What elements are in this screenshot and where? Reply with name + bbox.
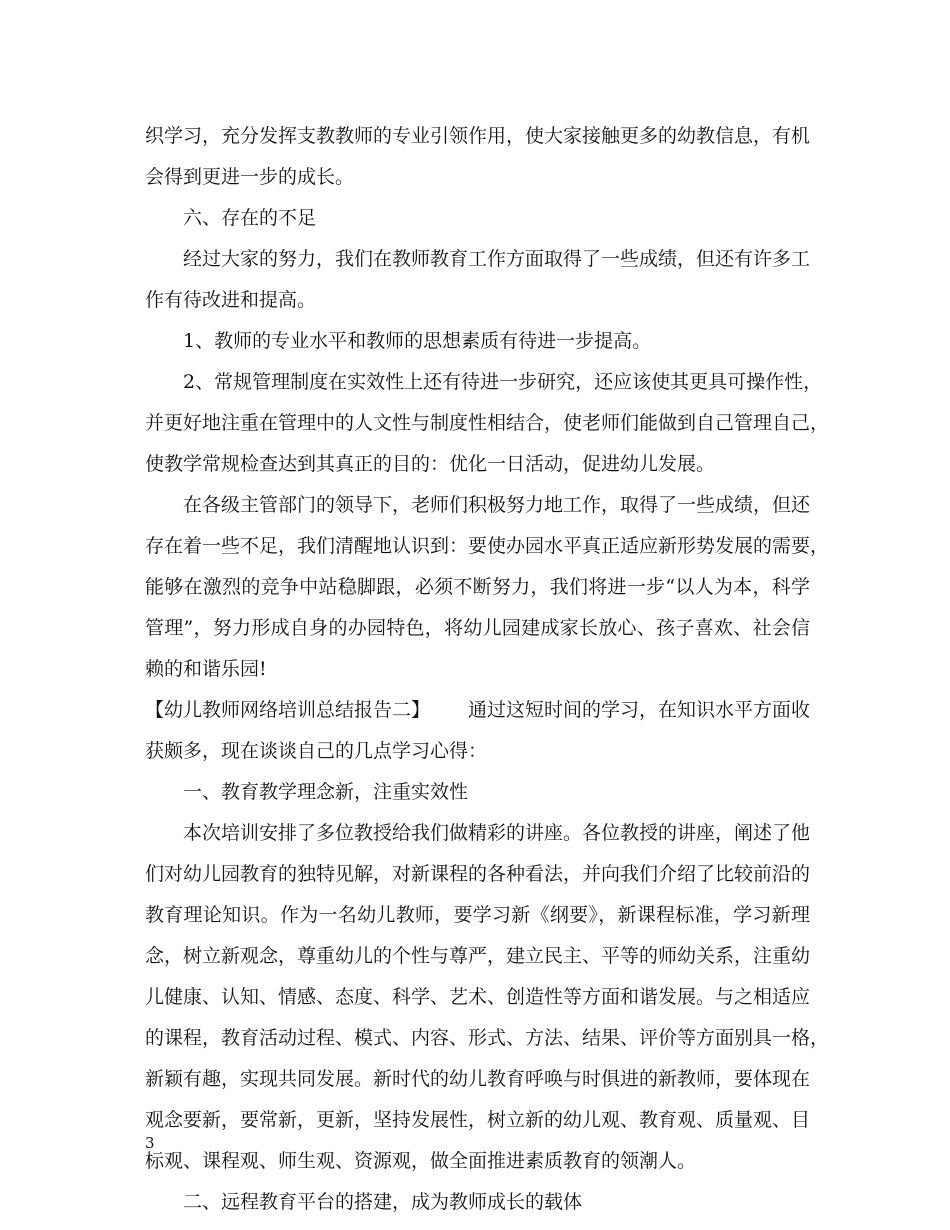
paragraph-line: 教育理论知识。作为一名幼儿教师，要学习新《纲要》，新课程标准，学习新理 — [145, 904, 810, 926]
paragraph-line: 新颖有趣，实现共同发展。新时代的幼儿教育呼唤与时俱进的新教师，要体现在 — [145, 1068, 811, 1090]
section-heading: 一、教育教学理念新，注重实效性 — [183, 781, 469, 803]
list-item: 1、教师的专业水平和教师的思想素质有待进一步提高。 — [183, 330, 652, 352]
paragraph-line: 在各级主管部门的领导下，老师们积极努力地工作，取得了一些成绩，但还 — [183, 494, 811, 516]
report-title-line — [145, 698, 810, 722]
paragraph-line: 的课程，教育活动过程、模式、内容、形式、方法、结果、评价等方面别具一格， — [145, 1027, 830, 1049]
section-heading: 六、存在的不足 — [183, 207, 317, 229]
paragraph-line: 获颇多，现在谈谈自己的几点学习心得： — [145, 740, 488, 762]
paragraph-line: 会得到更进一步的成长。 — [145, 166, 355, 188]
paragraph-line: 并更好地注重在管理中的人文性与制度性相结合，使老师们能做到自己管理自己， — [145, 412, 830, 434]
paragraph-line: 经过大家的努力，我们在教师教育工作方面取得了一些成绩，但还有许多工 — [183, 248, 811, 270]
paragraph-line: 作有待改进和提高。 — [145, 289, 317, 311]
report-intro: 通过这短时间的学习，在知识水平方面收 — [468, 699, 811, 721]
page-number: 3 — [145, 1134, 155, 1152]
paragraph-line: 标观、课程观、师生观、资源观，做全面推进素质教育的领潮人。 — [145, 1150, 697, 1172]
paragraph-line: 能够在激烈的竞争中站稳脚跟，必须不断努力，我们将进一步“以人为本，科学 — [145, 576, 810, 598]
paragraph-line: 念，树立新观念，尊重幼儿的个性与尊严，建立民主、平等的师幼关系，注重幼 — [145, 945, 811, 967]
paragraph-line: 使教学常规检查达到其真正的目的：优化一日活动，促进幼儿发展。 — [145, 453, 716, 475]
section-heading: 二、远程教育平台的搭建，成为教师成长的载体 — [183, 1191, 583, 1213]
paragraph-line: 本次培训安排了多位教授给我们做精彩的讲座。各位教授的讲座，阐述了他 — [183, 822, 811, 844]
paragraph-line: 们对幼儿园教育的独特见解，对新课程的各种看法，并向我们介绍了比较前沿的 — [145, 863, 811, 885]
paragraph-line: 儿健康、认知、情感、态度、科学、艺术、创造性等方面和谐发展。与之相适应 — [145, 986, 811, 1008]
list-item: 2、常规管理制度在实效性上还有待进一步研究，还应该使其更具可操作性， — [183, 371, 823, 393]
paragraph-line: 观念要新，要常新，更新，坚持发展性，树立新的幼儿观、教育观、质量观、目 — [145, 1109, 811, 1131]
paragraph-line: 存在着一些不足，我们清醒地认识到：要使办园水平真正适应新形势发展的需要， — [145, 535, 830, 557]
paragraph-line: 织学习，充分发挥支教教师的专业引领作用，使大家接触更多的幼教信息，有机 — [145, 125, 811, 147]
report-title: 【幼儿教师网络培训总结报告二】 — [145, 699, 431, 721]
paragraph-line: 赖的和谐乐园! — [145, 658, 267, 680]
paragraph-line: 管理”，努力形成自身的办园特色，将幼儿园建成家长放心、孩子喜欢、社会信 — [145, 617, 810, 639]
